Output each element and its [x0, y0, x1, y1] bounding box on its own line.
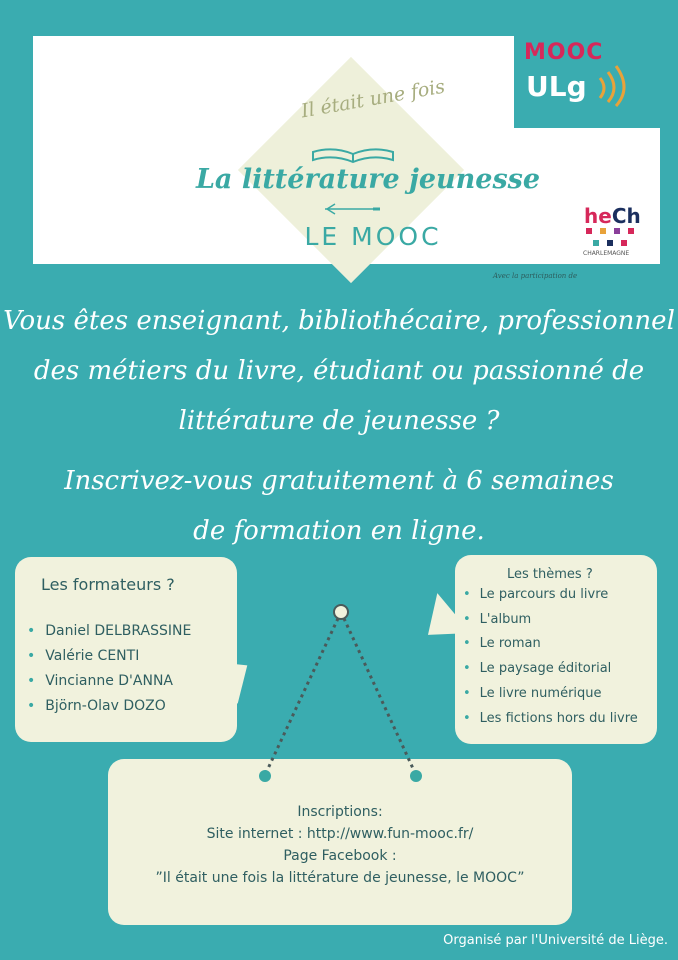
banner-small-title: Il était une fois — [299, 75, 447, 123]
list-item: • Valérie CENTI — [27, 644, 191, 669]
hech-dots-icon — [586, 228, 638, 248]
trainers-bubble — [15, 557, 237, 742]
banner-sub-title: LE MOOC — [304, 222, 442, 251]
mooc-logo-text: MOOC — [524, 40, 604, 65]
list-item: • Le paysage éditorial — [463, 657, 638, 682]
headline-line: des métiers du livre, étudiant ou passionné de — [33, 356, 645, 386]
list-item: • Björn-Olav DOZO — [27, 694, 191, 719]
headline — [0, 296, 678, 446]
open-book-icon — [308, 144, 398, 166]
info-line: Inscriptions: — [297, 804, 383, 820]
list-item: • Vincianne D'ANNA — [27, 669, 191, 694]
facebook-page-name: ”Il était une fois la littérature de jeunesse, le MOOC” — [155, 870, 525, 886]
list-item: • Le parcours du livre — [463, 583, 638, 608]
feather-arrow-icon — [323, 202, 383, 216]
website-link[interactable]: Site internet : http://www.fun-mooc.fr/ — [206, 826, 474, 842]
organizer-footer: Organisé par l'Université de Liège. — [443, 933, 668, 948]
trainers-list — [27, 619, 191, 719]
banner-main-title: La littérature jeunesse — [195, 164, 541, 195]
registration-info-bubble — [108, 759, 572, 925]
themes-list — [463, 583, 638, 731]
headline-line: Inscrivez-vous gratuitement à 6 semaines — [64, 466, 614, 496]
headline-line: littérature de jeunesse ? — [178, 406, 500, 436]
trainers-title: Les formateurs ? — [41, 575, 175, 594]
partner-text: Avec la participation de — [493, 272, 578, 280]
charlemagne-label: CHARLEMAGNE — [583, 250, 630, 257]
signal-waves-icon — [590, 58, 650, 108]
headline-line: de formation en ligne. — [193, 516, 485, 546]
list-item: • L'album — [463, 608, 638, 633]
themes-bubble — [455, 555, 657, 744]
mooc-ulg-logo — [514, 36, 660, 128]
list-item: • Daniel DELBRASSINE — [27, 619, 191, 644]
info-line: Page Facebook : — [283, 848, 397, 864]
list-item: • Le livre numérique — [463, 682, 638, 707]
registration-info — [108, 801, 572, 889]
list-item: • Les fictions hors du livre — [463, 707, 638, 732]
registration-headline — [0, 456, 678, 556]
list-item: • Le roman — [463, 632, 638, 657]
ulg-logo-text: ULg — [526, 70, 587, 103]
themes-title: Les thèmes ? — [507, 567, 593, 582]
hech-logo: heCh — [584, 204, 641, 228]
headline-line: Vous êtes enseignant, bibliothécaire, professionnel — [3, 306, 675, 336]
